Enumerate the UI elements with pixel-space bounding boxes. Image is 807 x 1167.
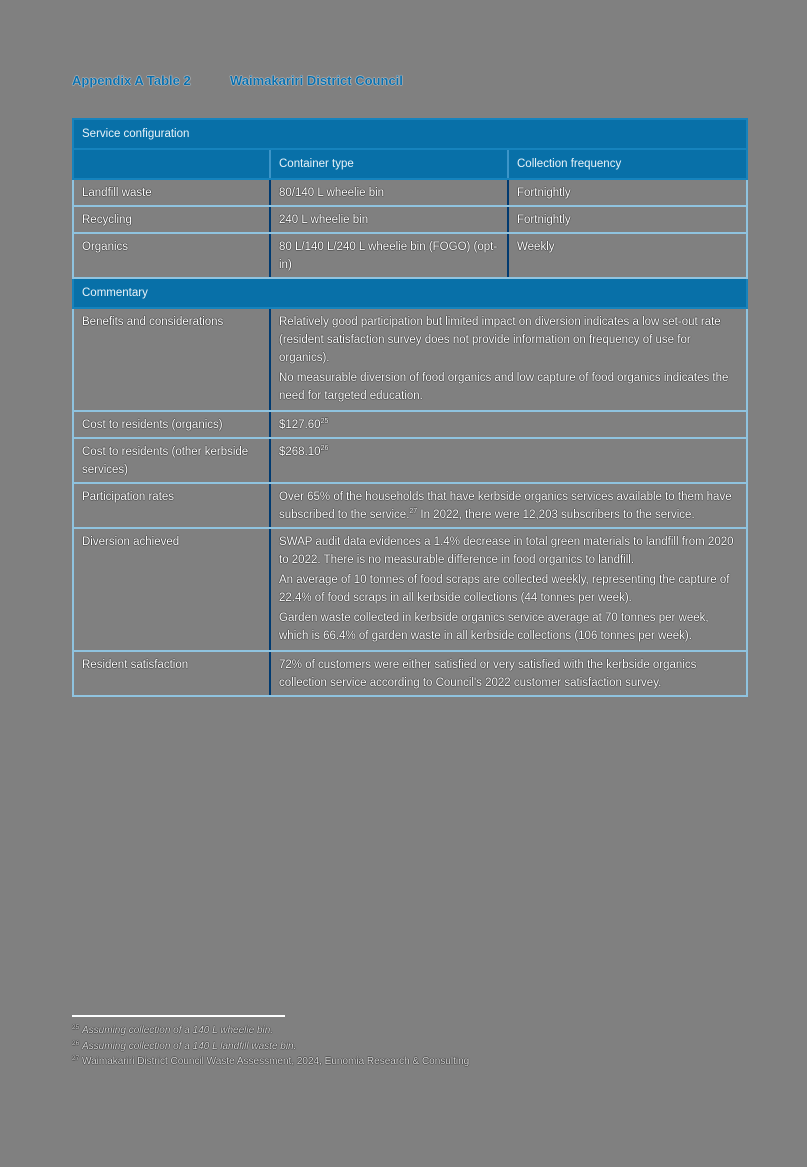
table-row-cost-other [73, 438, 747, 483]
column-header-row [73, 149, 747, 179]
council-name: Waimakariri District Council [230, 73, 403, 88]
collection-frequency: Fortnightly [508, 179, 747, 206]
service-name: Recycling [73, 206, 270, 233]
section-title: Service configuration [73, 119, 747, 149]
benefits-paragraph: No measurable diversion of food organics and low capture of food organics indicates the need for targeted education. [279, 372, 729, 402]
row-value: 72% of customers were either satisfied or very satisfied with the kerbside organics collection service according to Council's 2022 customer satisfaction survey. [270, 651, 747, 696]
table-row-cost-organics [73, 411, 747, 438]
table-row-participation [73, 483, 747, 528]
appendix-label: Appendix A Table 2 [72, 73, 191, 88]
container-type: 80/140 L wheelie bin [270, 179, 508, 206]
footnote-text: Assuming collection of a 140 L wheelie bin. [82, 1025, 274, 1036]
row-value [270, 308, 747, 411]
service-name: Landfill waste [73, 179, 270, 206]
cost-value: $268.10 [279, 446, 321, 458]
row-label: Resident satisfaction [73, 651, 270, 696]
participation-text: Over 65% of the households that have kerbside organics services available to them have subscribed to the service. [279, 491, 732, 521]
footnote-ref[interactable]: 26 [320, 445, 329, 452]
table-row-diversion [73, 528, 747, 651]
footnote-text: Waimakariri District Council Waste Assessment, 2024, Eunomia Research & Consulting [82, 1056, 470, 1067]
row-value [270, 411, 747, 438]
commentary-title-row [73, 278, 747, 308]
table-row-satisfaction [73, 651, 747, 696]
diversion-paragraph: SWAP audit data evidences a 1.4% decrease in total green materials to landfill from 2020 to 2022. There is no measurable difference in food organics to landfill. [279, 536, 734, 566]
row-label: Cost to residents (organics) [73, 411, 270, 438]
table-row-organics [73, 233, 747, 278]
section-title: Commentary [73, 278, 747, 308]
service-table [72, 118, 748, 697]
footnote-number: 26 [72, 1039, 80, 1047]
footnote-divider [72, 1015, 285, 1017]
footnote [72, 1039, 469, 1055]
footnotes [72, 1023, 469, 1070]
benefits-paragraph: Relatively good participation but limited impact on diversion indicates a low set-out rate (resident satisfaction survey does not provide information on frequency of use for organics). [279, 316, 721, 364]
cost-value: $127.60 [279, 419, 321, 431]
collection-frequency: Fortnightly [508, 206, 747, 233]
footnote-number: 25 [72, 1024, 80, 1031]
service-configuration-title-row [73, 119, 747, 149]
row-label: Participation rates [73, 483, 270, 528]
footnote-ref[interactable]: 27 [409, 508, 418, 515]
table-heading [72, 73, 403, 88]
table-row-benefits [73, 308, 747, 411]
column-header-container-type: Container type [270, 149, 508, 179]
footnote-text: Assuming collection of a 140 L landfill waste bin. [82, 1040, 297, 1052]
table-row-landfill [73, 179, 747, 206]
row-label: Benefits and considerations [73, 308, 270, 411]
row-value [270, 483, 747, 528]
footnote [72, 1054, 469, 1070]
row-value [270, 528, 747, 651]
footnote [72, 1023, 469, 1039]
diversion-paragraph: An average of 10 tonnes of food scraps are collected weekly, representing the capture of 22.4% of food scraps in all kerbside collections (44 tonnes per week). [279, 574, 730, 604]
table-row-recycling [73, 206, 747, 233]
container-type: 80 L/140 L/240 L wheelie bin (FOGO) (opt-in) [270, 233, 508, 278]
row-label: Diversion achieved [73, 528, 270, 651]
container-type: 240 L wheelie bin [270, 206, 508, 233]
row-value [270, 438, 747, 483]
collection-frequency: Weekly [508, 233, 747, 278]
row-label: Cost to residents (other kerbside services) [73, 438, 270, 483]
diversion-paragraph: Garden waste collected in kerbside organics service average at 70 tonnes per week, which is 66.4% of garden waste in all kerbside collections (106 tonnes per week). [279, 612, 709, 642]
footnote-ref[interactable]: 25 [320, 418, 329, 425]
service-name: Organics [73, 233, 270, 278]
participation-text: In 2022, there were 12,203 subscribers to the service. [417, 509, 695, 521]
footnote-number: 27 [72, 1055, 80, 1062]
column-header [73, 149, 270, 179]
column-header-collection-frequency: Collection frequency [508, 149, 747, 179]
